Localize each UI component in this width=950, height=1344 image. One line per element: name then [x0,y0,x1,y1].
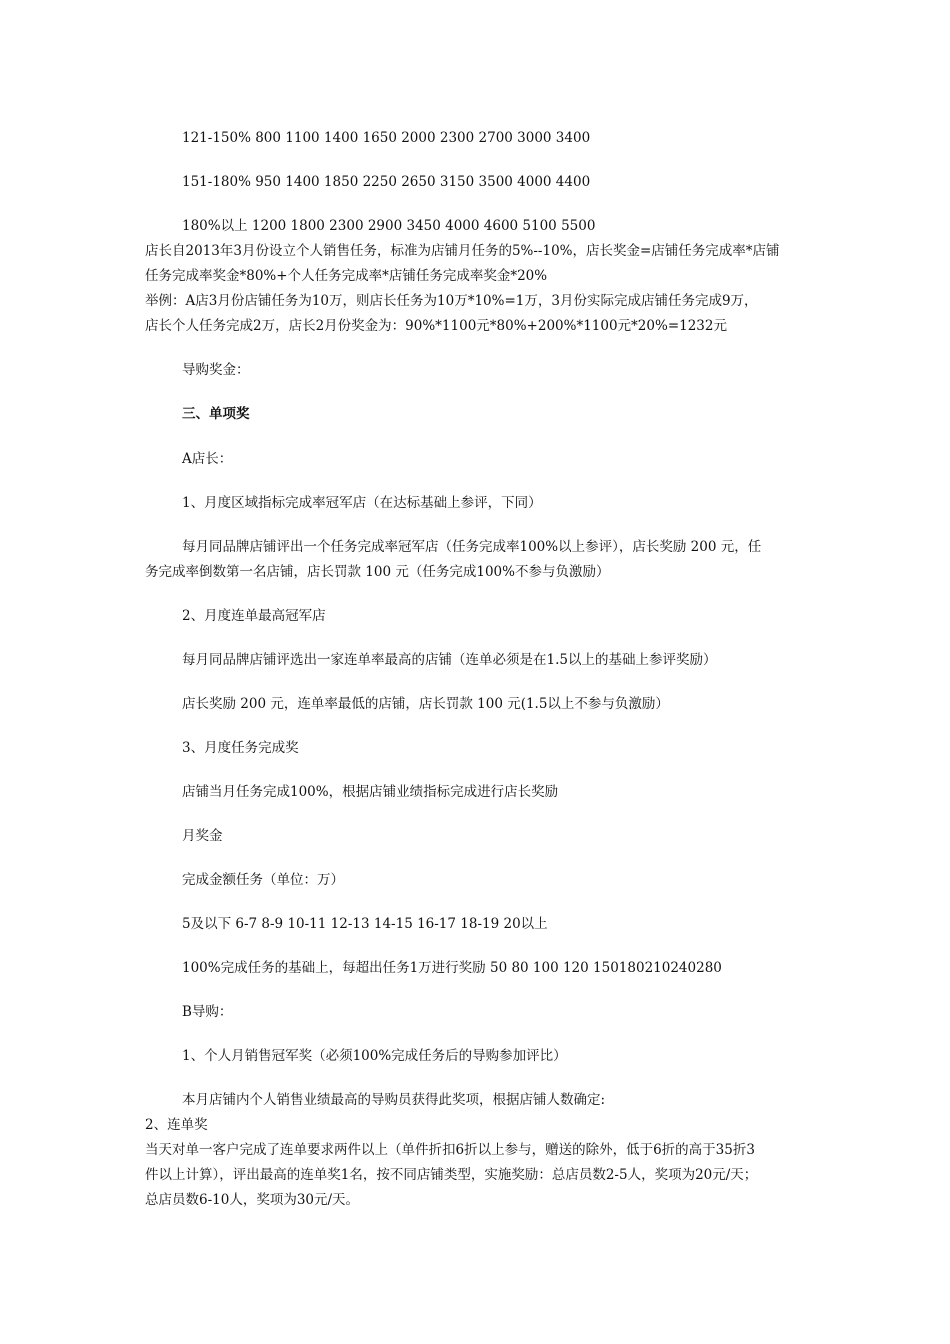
item-2-paragraph-line-1: 每月同品牌店铺评选出一家连单率最高的店铺（连单必须是在1.5以上的基础上参评奖励） [182,652,717,668]
guide-item-2-paragraph-line-3: 总店员数6-10人，奖项为30元/天。 [145,1192,360,1208]
section-heading-single-awards: 三、单项奖 [182,406,250,422]
item-3-heading: 3、月度任务完成奖 [182,740,299,756]
task-amount-ranges: 5及以下 6-7 8-9 10-11 12-13 14-15 16-17 18-19 20以上 [182,916,548,932]
guide-item-1-paragraph: 本月店铺内个人销售业绩最高的导购员获得此奖项，根据店铺人数确定: [182,1092,606,1108]
guide-item-2-paragraph-line-2: 件以上计算），评出最高的连单奖1名，按不同店铺类型，实施奖励：总店员数2-5人，奖项为20元/天； [145,1167,758,1183]
item-3-paragraph: 店铺当月任务完成100%，根据店铺业绩指标完成进行店长奖励 [182,784,559,800]
guide-item-1-heading: 1、个人月销售冠军奖（必须100%完成任务后的导购参加评比） [182,1048,567,1064]
task-exceed-rewards: 100%完成任务的基础上，每超出任务1万进行奖励 50 80 100 120 150180210240280 [182,960,722,976]
bonus-row-151-180: 151-180% 950 1400 1850 2250 2650 3150 3500 4000 4400 [182,174,591,190]
manager-task-paragraph-line-2: 任务完成率奖金*80%+个人任务完成率*店铺任务完成率奖金*20% [145,268,548,284]
bonus-row-180-plus: 180%以上 1200 1800 2300 2900 3450 4000 4600 5100 5500 [182,218,596,234]
example-paragraph-line-2: 店长个人任务完成2万，店长2月份奖金为：90%*1100元*80%+200%*1100元*20%=1232元 [145,318,727,334]
bonus-row-121-150: 121-150% 800 1100 1400 1650 2000 2300 2700 3000 3400 [182,130,591,146]
task-amount-label: 完成金额任务（单位：万） [182,872,344,888]
item-1-heading: 1、月度区域指标完成率冠军店（在达标基础上参评，下同） [182,495,542,511]
item-2-heading: 2、月度连单最高冠军店 [182,608,326,624]
manager-task-paragraph-line-1: 店长自2013年3月份设立个人销售任务，标准为店铺月任务的5%--10%，店长奖金=店铺任务完成率*店铺 [145,243,780,259]
item-1-paragraph-line-1: 每月同品牌店铺评出一个任务完成率冠军店（任务完成率100%以上参评），店长奖励 200 元，任 [182,539,762,555]
example-paragraph-line-1: 举例：A店3月份店铺任务为10万，则店长任务为10万*10%=1万，3月份实际完成店铺任务完成9万， [145,293,758,309]
item-1-paragraph-line-2: 务完成率倒数第一名店铺，店长罚款 100 元（任务完成100%不参与负激励） [145,564,610,580]
guide-bonus-heading: 导购奖金： [182,362,250,378]
guide-item-2-paragraph-line-1: 当天对单一客户完成了连单要求两件以上（单件折扣6折以上参与，赠送的除外，低于6折的高于35折3 [145,1142,755,1158]
guide-item-2-heading: 2、连单奖 [145,1117,208,1133]
subheading-shopping-guide: B导购： [182,1004,233,1020]
subheading-store-manager: A店长： [182,451,233,467]
item-2-paragraph-line-2: 店长奖励 200 元，连单率最低的店铺，店长罚款 100 元(1.5以上不参与负激励） [182,696,669,712]
monthly-bonus-label: 月奖金 [182,828,223,844]
